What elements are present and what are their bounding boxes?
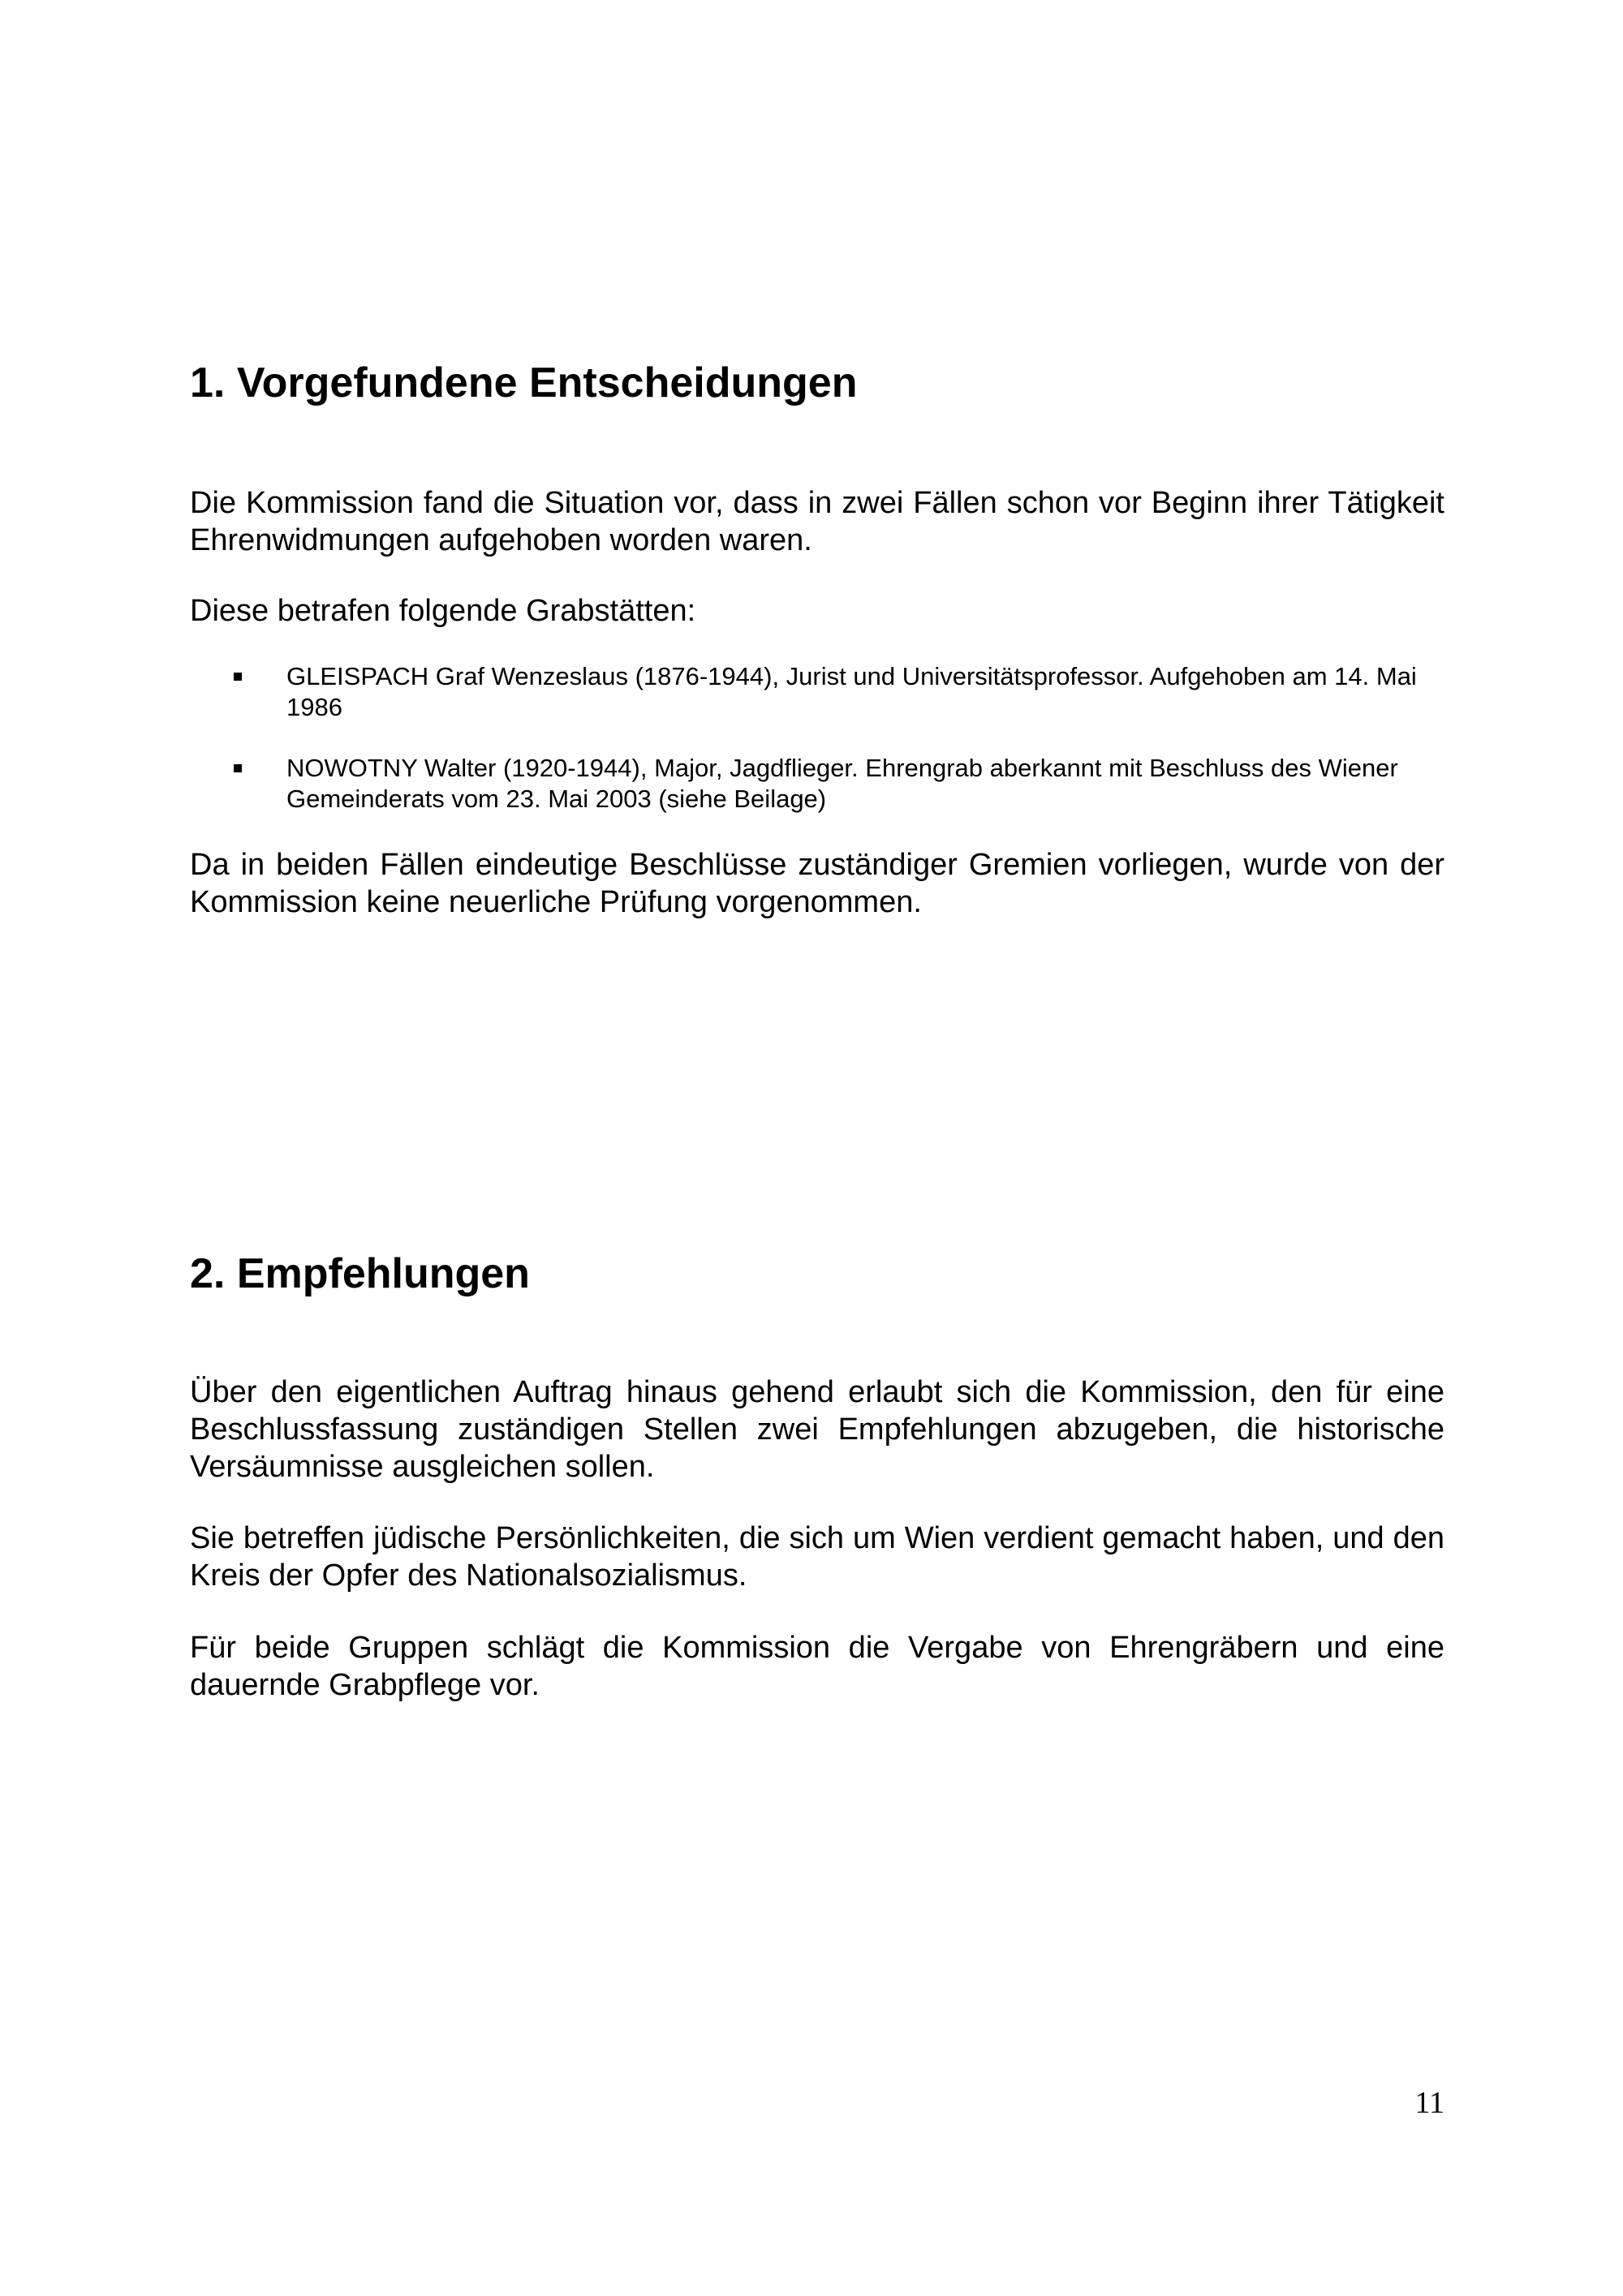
- page-number: 11: [1414, 2086, 1444, 2120]
- paragraph: Sie betreffen jüdische Persönlichkeiten, die sich um Wien verdient gemacht haben, und den Kreis der Opfer des Nationalsozialismus.: [190, 1521, 1444, 1593]
- section-heading: 1. Vorgefundene Entscheidungen: [190, 359, 858, 406]
- paragraph: Für beide Gruppen schlägt die Kommission die Vergabe von Ehrengräbern und eine dauernde Grabpflege vor.: [190, 1631, 1444, 1702]
- square-bullet-icon: [234, 673, 242, 681]
- paragraph: Diese betrafen folgende Grabstätten:: [190, 594, 696, 628]
- section-heading: 2. Empfehlungen: [190, 1250, 530, 1297]
- list-item-text: NOWOTNY Walter (1920-1944), Major, Jagdflieger. Ehrengrab aberkannt mit Beschluss des Wiener Gemeinderats vom 23. Mai 2003 (siehe Beilage): [286, 754, 1398, 813]
- paragraph: Die Kommission fand die Situation vor, dass in zwei Fällen schon vor Beginn ihrer Tätigkeit Ehrenwidmungen aufgehoben worden waren.: [190, 486, 1444, 557]
- paragraph: Da in beiden Fällen eindeutige Beschlüsse zuständiger Gremien vorliegen, wurde von der Kommission keine neuerliche Prüfung vorgenommen.: [190, 848, 1444, 919]
- paragraph: Über den eigentlichen Auftrag hinaus gehend erlaubt sich die Kommission, den für eine Beschlussfassung zuständigen Stellen zwei Empfehlungen abzugeben, die historische Versäumnisse ausgleichen sollen.: [190, 1375, 1444, 1484]
- square-bullet-icon: [234, 764, 242, 772]
- list-item-text: GLEISPACH Graf Wenzeslaus (1876-1944), Jurist und Universitätsprofessor. Aufgehoben am 14. Mai 1986: [286, 662, 1417, 721]
